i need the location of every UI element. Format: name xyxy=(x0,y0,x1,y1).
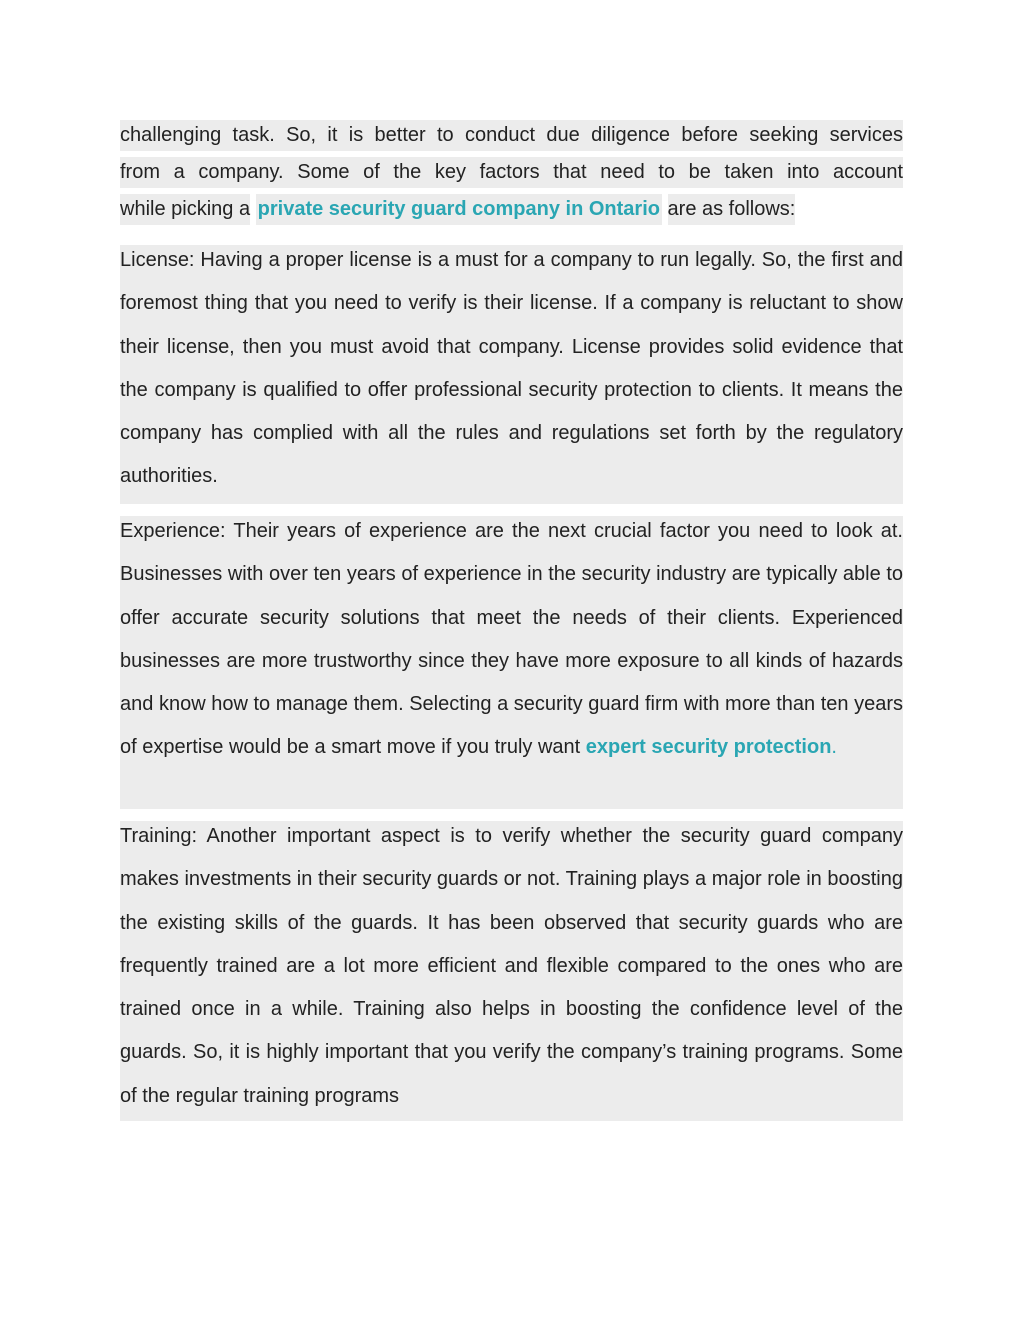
private-security-guard-link-wrap[interactable] xyxy=(256,194,662,225)
document-page xyxy=(120,118,903,1121)
license-paragraph-block xyxy=(120,245,903,504)
intro-paragraph xyxy=(120,120,903,227)
expert-security-protection-link[interactable]: expert security protection xyxy=(585,736,832,759)
intro-line-3-after: are as follows: xyxy=(668,194,796,225)
experience-paragraph xyxy=(120,510,903,770)
experience-end-punctuation: . xyxy=(831,736,837,759)
training-paragraph: Training: Another important aspect is to verify whether the security guard company makes investments in their security guards or not. Training plays a major role in boosting the existing skills of the guards. It has been observed that security guards who are frequently trained are a lot more efficient and flexible compared to the ones who are trained once in a while. Training also helps in boosting the confidence level of the guards. So, it is highly important that you verify the company’s training programs. Some of the regular training programs xyxy=(120,825,903,1107)
experience-text: Experience: Their years of experience are the next crucial factor you need to look at. Businesses with over ten years of experience in the security industry are typically able to offer accurate security solutions that meet the needs of their clients. Experienced businesses are more trustworthy since they have more exposure to all kinds of hazards and know how to manage them. Selecting a security guard firm with more than ten years of expertise would be a smart move if you truly want xyxy=(120,520,903,759)
training-paragraph-block xyxy=(120,821,903,1121)
license-paragraph: License: Having a proper license is a must for a company to run legally. So, the first and foremost thing that you need to verify is their license. If a company is reluctant to show their license, then you must avoid that company. License provides solid evidence that the company is qualified to offer professional security protection to clients. It means the company has complied with all the rules and regulations set forth by the regulatory authorities. xyxy=(120,249,903,488)
private-security-guard-link[interactable]: private security guard company in Ontario xyxy=(257,198,660,220)
intro-line-2 xyxy=(120,157,903,192)
intro-line-1 xyxy=(120,120,903,155)
intro-line-3 xyxy=(120,192,903,227)
experience-paragraph-block xyxy=(120,516,903,809)
intro-line-2-text: from a company. Some of the key factors that need to be taken into account xyxy=(120,157,903,188)
intro-line-3-before: while picking a xyxy=(120,194,250,225)
intro-line-1-text: challenging task. So, it is better to conduct due diligence before seeking services xyxy=(120,120,903,151)
